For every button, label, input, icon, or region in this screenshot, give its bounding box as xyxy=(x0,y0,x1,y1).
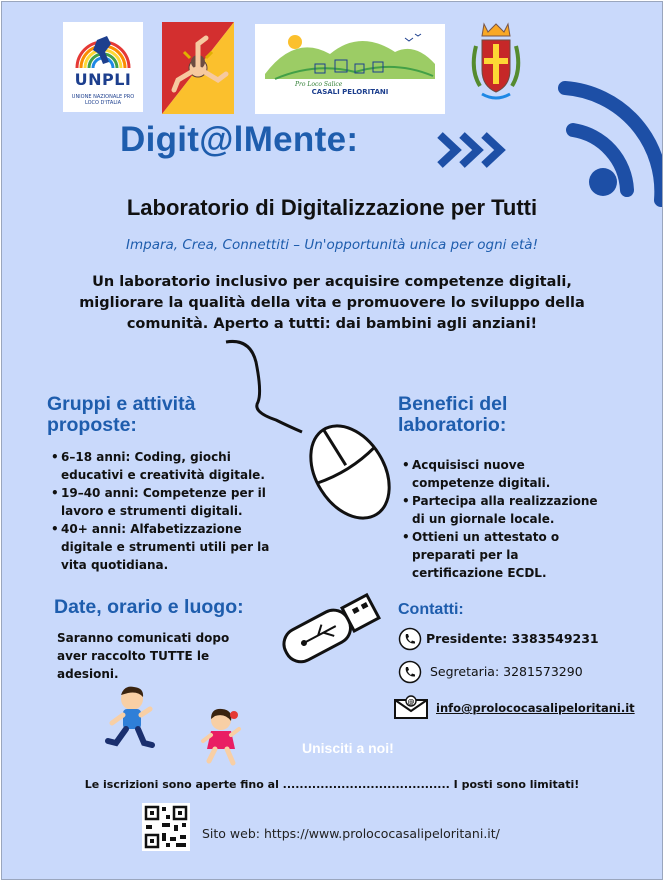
president-phone[interactable]: Presidente: 3383549231 xyxy=(426,631,599,646)
groups-title xyxy=(47,394,195,436)
intro-line: Un laboratorio inclusivo per acquisire competenze digitali, xyxy=(92,274,572,290)
intro-line: migliorare la qualità della vita e promuovere lo sviluppo della xyxy=(79,295,585,311)
coat-of-arms-logo xyxy=(464,20,528,108)
benefits-title xyxy=(398,394,507,436)
casali-peloritani-logo xyxy=(255,24,445,114)
page-subtitle: Laboratorio di Digitalizzazione per Tutti xyxy=(126,195,538,220)
email-link[interactable]: info@prolococasalipeloritani.it xyxy=(436,701,635,715)
benefits-title-line: laboratorio: xyxy=(398,414,507,436)
running-girl-icon xyxy=(197,707,245,767)
casali-name: CASALI PELORITANI xyxy=(311,88,389,96)
contacts-title: Contatti: xyxy=(398,601,464,618)
casali-script-text: Pro Loco Salice xyxy=(295,81,343,88)
groups-list xyxy=(51,448,301,574)
usb-drive-icon xyxy=(274,582,386,674)
secretary-phone[interactable]: Segretaria: 3281573290 xyxy=(430,664,583,679)
svg-text:@: @ xyxy=(407,698,415,706)
sicily-flag-logo xyxy=(162,22,234,114)
running-boy-icon xyxy=(104,685,158,751)
wifi-icon xyxy=(557,72,663,212)
schedule-text: Saranno comunicati dopo aver raccolto TUTTE le adesioni. xyxy=(57,631,230,681)
unpli-logo xyxy=(63,22,143,112)
page-title: Digit@lMente: xyxy=(120,120,359,159)
intro-line: comunità. Aperto a tutti: dai bambini agli anziani! xyxy=(126,316,538,332)
groups-title-line: Gruppi e attività xyxy=(47,393,196,415)
phone-icon xyxy=(398,660,422,684)
flyer-page xyxy=(1,1,663,880)
tagline: Impara, Crea, Connettiti – Un'opportunità unica per ogni età! xyxy=(126,237,538,253)
website-link[interactable]: Sito web: https://www.prolococasalipeloritani.it/ xyxy=(202,826,500,841)
unpli-name: UNPLI xyxy=(74,70,132,89)
list-item: • Acquisisci nuove competenze digitali. xyxy=(402,456,642,492)
list-item: • Ottieni un attestato o preparati per la certificazione ECDL. xyxy=(402,528,642,582)
email-icon xyxy=(393,694,429,720)
phone-icon xyxy=(398,627,422,651)
qr-code-icon[interactable] xyxy=(142,803,190,851)
coat-of-arms-icon xyxy=(464,20,528,108)
unpli-arc-icon xyxy=(63,22,143,72)
intro-paragraph xyxy=(72,272,592,335)
unpli-subtitle: UNIONE NAZIONALE PRO LOCO D'ITALIA xyxy=(71,94,135,106)
list-item: • Partecipa alla realizzazione di un giornale locale. xyxy=(402,492,642,528)
landscape-icon xyxy=(255,24,445,84)
deadline-text: Le iscrizioni sono aperte fino al ........................................ I posti sono limitati! xyxy=(84,778,580,791)
list-item: • 40+ anni: Alfabetizzazione digitale e strumenti utili per la vita quotidiana. xyxy=(51,520,301,574)
groups-title-line: proposte: xyxy=(47,414,137,436)
trinacria-icon xyxy=(162,22,234,114)
list-item: • 6–18 anni: Coding, giochi educativi e creatività digitale. xyxy=(51,448,301,484)
benefits-list xyxy=(402,456,642,582)
schedule-title: Date, orario e luogo: xyxy=(54,596,244,618)
join-us-text: Unisciti a noi! xyxy=(302,740,394,756)
benefits-title-line: Benefici del xyxy=(398,393,508,415)
triple-chevron-icon xyxy=(436,129,516,171)
list-item: • 19–40 anni: Competenze per il lavoro e strumenti digitali. xyxy=(51,484,301,520)
